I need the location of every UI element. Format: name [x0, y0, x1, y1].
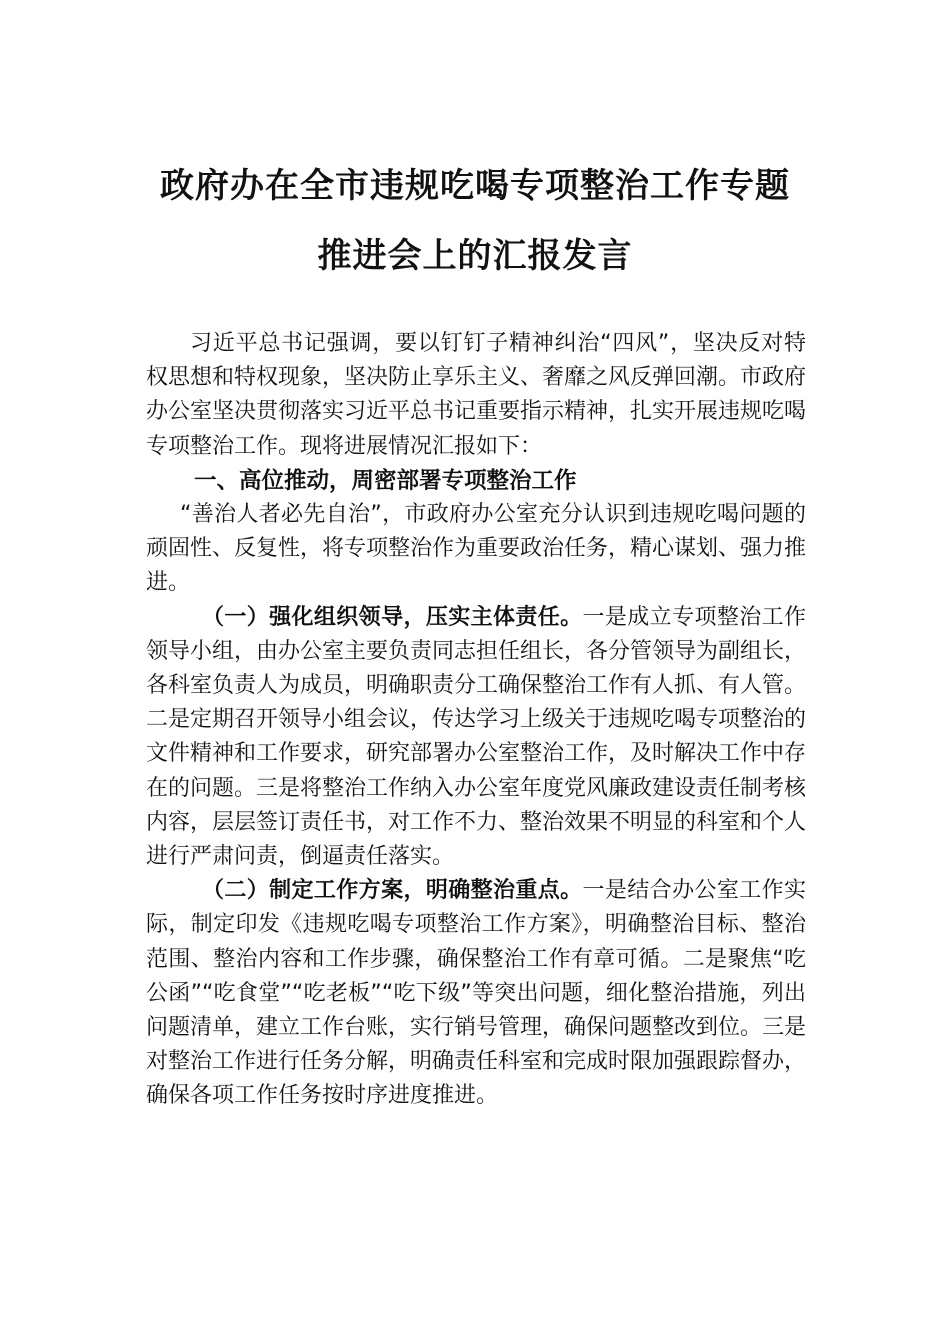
document-title-line-2: 推进会上的汇报发言 — [317, 236, 633, 276]
subsection-paragraph-2 — [146, 874, 806, 1113]
subsection-paragraph-1 — [146, 601, 806, 875]
document-title-line-1: 政府办在全市违规吃喝专项整治工作专题 — [160, 166, 790, 206]
section-heading: 一、高位推动，周密部署专项整治工作 — [194, 467, 577, 494]
intro-paragraph: 习近平总书记强调，要以钉钉子精神纠治“四风”，坚决反对特权思想和特权现象，坚决防止享乐主义、奢靡之风反弹回潮。市政府办公室坚决贯彻落实习近平总书记重要指示精神，扎实开展违规吃喝专项整治工作。现将进展情况汇报如下： — [146, 331, 807, 459]
subsection-lead-2: （二）制定工作方案，明确整治重点。 — [202, 878, 583, 904]
subsection-text-1: 一是成立专项整治工作领导小组，由办公室主要负责同志担任组长，各分管领导为副组长，各科室负责人为成员，明确职责分工确保整治工作有人抓、有人管。二是定期召开领导小组会议，传达学习上级关于违规吃喝专项整治的文件精神和工作要求，研究部署办公室整治工作，及时解决工作中存在的问题。三是将整治工作纳入办公室年度党风廉政建设责任制考核内容，层层签订责任书，对工作不力、整治效果不明显的科室和个人进行严肃问责，倒逼责任落实。 — [146, 604, 807, 870]
subsection-lead-1: （一）强化组织领导，压实主体责任。 — [202, 604, 583, 630]
subsection-text-2: 一是结合办公室工作实际，制定印发《违规吃喝专项整治工作方案》，明确整治目标、整治范围、整治内容和工作步骤，确保整治工作有章可循。二是聚焦“吃公函”“吃食堂”“吃老板”“吃下级”等突出问题，细化整治措施，列出问题清单，建立工作台账，实行销号管理，确保问题整改到位。三是对整治工作进行任务分解，明确责任科室和完成时限加强跟踪督办，确保各项工作任务按时序进度推进。 — [146, 878, 807, 1109]
section-intro-paragraph: “善治人者必先自治”，市政府办公室充分认识到违规吃喝问题的顽固性、反复性，将专项整治作为重要政治任务，精心谋划、强力推进。 — [146, 502, 807, 596]
document-body — [146, 327, 806, 1114]
